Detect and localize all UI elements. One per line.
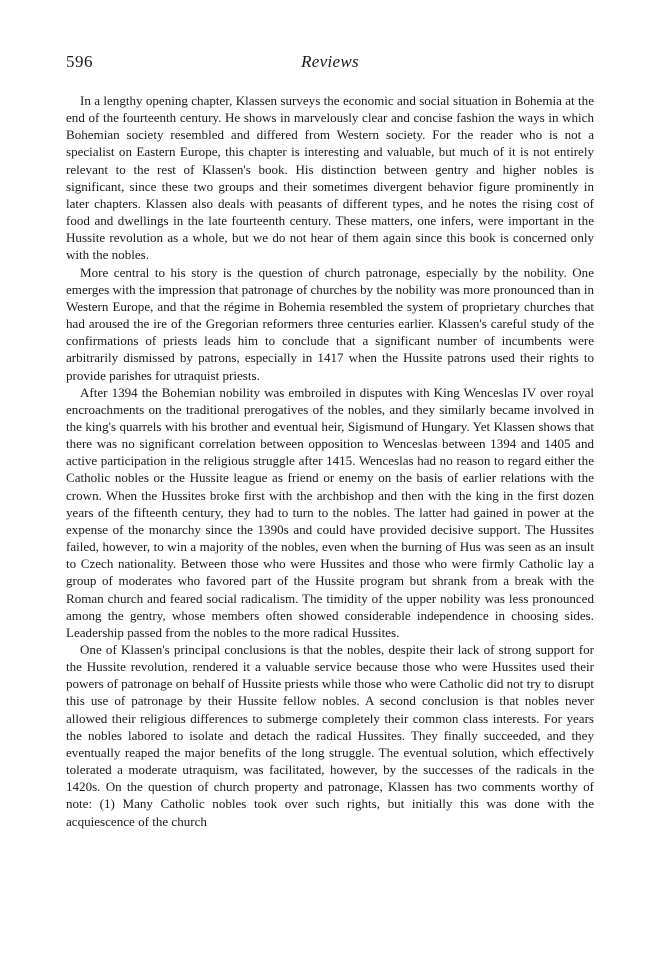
paragraph-2: More central to his story is the question of church patronage, especially by the nobility. One emerges with the impression that patronage of churches by the nobility was more pronounced than in Western Europe, and that the régime in Bohemia resembled the system of proprietary churches that had aroused the ire of the Gregorian reformers three centuries earlier. Klassen's careful study of the confirmations of priests leads him to conclude that a significant number of incumbents were arbitrarily dismissed by patrons, especially in 1417 when the Hussite patrons used their rights to provide parishes for utraquist priests. <box>66 264 594 383</box>
page-number: 596 <box>66 52 93 71</box>
article-body <box>66 92 594 830</box>
paragraph-3: After 1394 the Bohemian nobility was embroiled in disputes with King Wenceslas IV over royal encroachments on the traditional prerogatives of the nobles, and they similarly became involved in the king's quarrels with his brother and eventual heir, Sigismund of Hungary. Yet Klassen shows that there was no significant correlation between opposition to Wenceslas between 1394 and 1405 and active participation in the religious struggle after 1415. Wenceslas had no reason to regard either the Catholic nobles or the Hussite league as friend or enemy on the basis of earlier relations with the crown. When the Hussites broke first with the archbishop and then with the king in the first dozen years of the fifteenth century, they had to turn to the nobles. The latter had gained in power at the expense of the monarchy since the 1390s and could have provided decisive support. The Hussites failed, however, to win a majority of the nobles, even when the burning of Hus was seen as an insult to Czech nationality. Between those who were Hussites and those who were firmly Catholic lay a group of moderates who favored part of the Hussite program but shrank from a break with the Roman church and feared social radicalism. The timidity of the upper nobility was less pronounced among the gentry, whose members often showed considerable independence in choosing sides. Leadership passed from the nobles to the more radical Hussites. <box>66 384 594 640</box>
paragraph-1: In a lengthy opening chapter, Klassen surveys the economic and social situation in Bohemia at the end of the fourteenth century. He shows in marvelously clear and concise fashion the ways in which Bohemian society resembled and differed from Western society. For the reader who is not a specialist on Eastern Europe, this chapter is interesting and valuable, but much of it is not entirely relevant to the rest of Klassen's book. His distinction between gentry and higher nobles is significant, since these two groups and their sometimes divergent behavior figure prominently in later chapters. Klassen also deals with peasants of different types, and he notes the rising cost of food and dwellings in the late fourteenth century. These matters, one infers, were important in the Hussite revolution as a whole, but we do not hear of them again since this book is concerned only with the nobles. <box>66 93 594 263</box>
page-header <box>66 52 594 80</box>
paragraph-4: One of Klassen's principal conclusions is that the nobles, despite their lack of strong support for the Hussite revolution, rendered it a valuable service because those who were Hussites used their powers of patronage on behalf of Hussite priests while those who were Catholic did not try to disrupt this use of patronage by their Hussite fellow nobles. A second conclusion is that nobles never allowed their religious differences to submerge completely their common class interests. For years the nobles labored to isolate and detach the radical Hussites. They finally succeeded, and they eventually reaped the major benefits of the long struggle. The eventual solution, which effectively tolerated a moderate utraquism, was facilitated, however, by the successes of the radicals in the 1420s. On the question of church property and patronage, Klassen has two comments worthy of note: (1) Many Catholic nobles took over such rights, but initially this was done with the acquiescence of the church <box>66 642 594 829</box>
running-head: Reviews <box>301 52 359 71</box>
journal-page <box>66 52 594 830</box>
